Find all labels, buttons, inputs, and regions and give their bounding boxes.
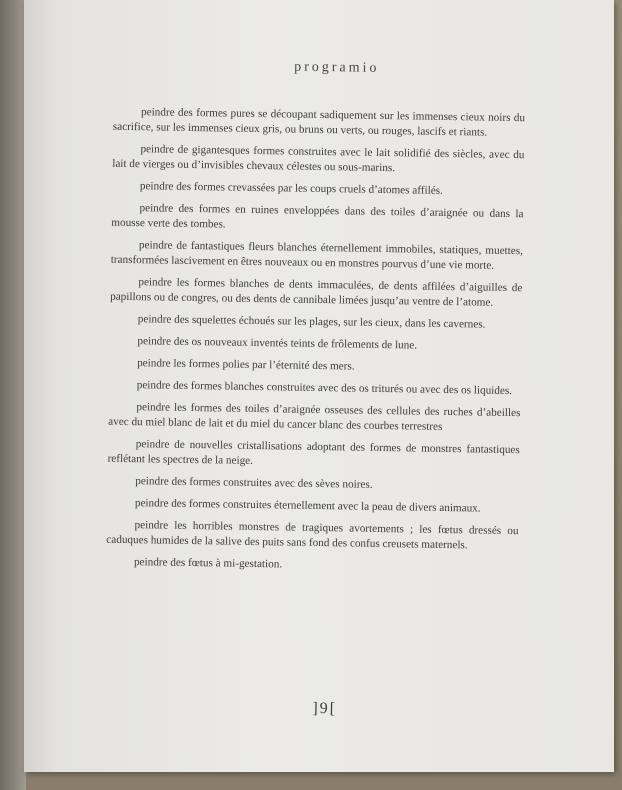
paragraph: peindre des fœtus à mi-gestation.: [133, 556, 283, 571]
paragraph: peindre les formes polies par l’éternité des mers.: [137, 357, 355, 373]
page-content: [17, 0, 619, 777]
paragraph: peindre les formes des toiles d’araignée osseuses des cellules des ruches d’abeilles avec du miel blanc de lait et du miel du cancer blanc des courbes terrestres: [108, 401, 521, 433]
paragraph: peindre des formes en ruines enveloppées dans des toiles d’araignée ou dans la mousse verte des tombes.: [111, 202, 524, 231]
paragraph: peindre des squelettes échoués sur les plages, sur les cieux, dans les cavernes.: [137, 313, 486, 331]
paragraph: peindre de fantastiques fleurs blanches éternellement immobiles, statiques, muettes, transformées lascivement en êtres nouveaux ou en monstres pourvus d’une vie morte.: [110, 239, 524, 272]
paragraph: peindre des formes pures se découpant sadiquement sur les immenses cieux noirs du sacrifice, sur les immenses cieux gris, ou bruns ou verts, ou rouges, lascifs et riants.: [112, 106, 526, 139]
paragraph: peindre des formes crevassées par les coups cruels d’atomes affilés.: [139, 180, 443, 197]
paragraph: peindre les formes blanches de dents immaculées, de dents affilées d’aiguilles de papillons ou de congres, ou des dents de cannibale limées jusqu’au ventre de l’atome.: [110, 276, 523, 309]
running-title: programio: [294, 59, 380, 76]
paragraph: peindre de nouvelles cristallisations adoptant des formes de monstres fantastiques reflétant les spectres de la neige.: [107, 438, 520, 467]
book-page: [24, 0, 614, 772]
paragraph: peindre les horribles monstres de tragiques avortements ; les fœtus dressés ou caduques humides de la salive des puits sans fond des confus creusets maternels.: [106, 519, 519, 552]
paragraph: peindre des formes blanches construites avec des os triturés ou avec des os liquides.: [136, 379, 513, 398]
paragraph: peindre des formes construites éternellement avec la peau de divers animaux.: [134, 497, 481, 515]
paragraph: peindre des os nouveaux inventés teints de frôlements de lune.: [137, 335, 418, 352]
body-text: [106, 105, 525, 583]
paragraph: peindre de gigantesques formes construites avec le lait solidifié des siècles, avec du lait de vierges ou d’invisibles chevaux célestes ou sous-marins.: [112, 143, 525, 175]
page-number: ]9[: [312, 699, 338, 718]
paragraph: peindre des formes construites avec des sèves noires.: [135, 475, 373, 491]
